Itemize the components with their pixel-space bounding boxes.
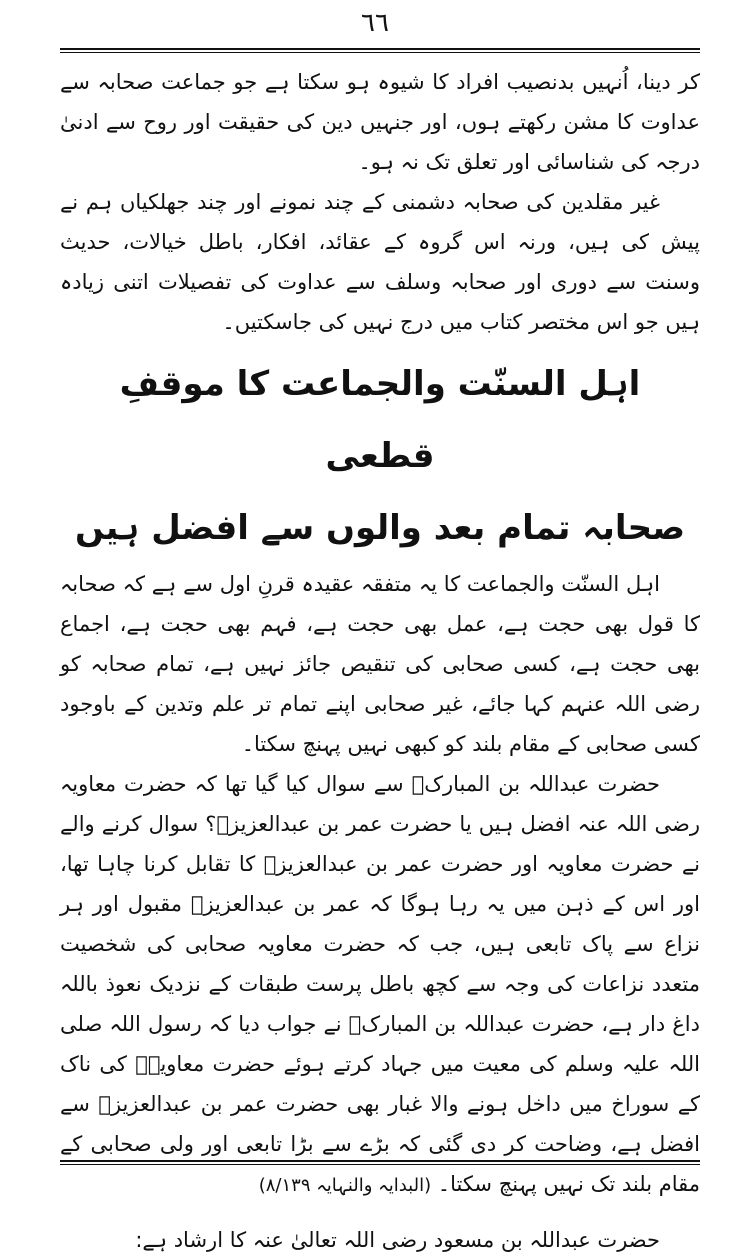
header-rule-thin — [60, 52, 700, 53]
paragraph-4 — [60, 764, 700, 1206]
citation: (البدایہ والنہایہ ۸/۱۳۹) — [258, 1175, 432, 1196]
page-number: ٦٦ — [361, 8, 389, 38]
paragraph-5: حضرت عبداللہ بن مسعود رضی اللہ تعالیٰ عنہ کا ارشاد ہے: — [135, 1228, 660, 1252]
paragraph-1: کر دینا، اُنہیں بدنصیب افراد کا شیوہ ہو سکتا ہے جو جماعت صحابہ سے عداوت کا مشن رکھتے ہوں، اور جنہیں دین کی حقیقت اور روح سے ادنیٰ درجہ کی شناسائی اور تعلق تک نہ ہو۔ — [60, 70, 700, 174]
paragraph-3: اہل السنّت والجماعت کا یہ متفقہ عقیدہ قرنِ اول سے ہے کہ صحابہ کا قول بھی حجت ہے، عمل بھی حجت ہے، فہم بھی حجت ہے، اجماع بھی حجت ہے، کسی صحابی کی تنقیص جائز نہیں ہے، تمام صحابہ کو رضی اللہ عنہم کہا جائے، غیر صحابی اپنے تمام تر علم وتدین کے باوجود کسی صحابی کے مقام بلند کو کبھی نہیں پہنچ سکتا۔ — [60, 572, 700, 756]
paragraph-2: غیر مقلدین کی صحابہ دشمنی کے چند نمونے اور چند جھلکیاں ہم نے پیش کی ہیں، ورنہ اس گروہ کے عقائد، افکار، باطل خیالات، حدیث وسنت سے دوری اور صحابہ وسلف سے عداوت کی تفصیلات اتنی زیادہ ہیں جو اس مختصر کتاب میں درج نہیں کی جاسکتیں۔ — [60, 190, 700, 334]
page-body — [60, 62, 700, 1260]
paragraph-4-text: حضرت عبداللہ بن المبارکؒ سے سوال کیا گیا تھا کہ حضرت معاویہ رضی اللہ عنہ افضل ہیں یا حضرت عمر بن عبدالعزیزؒ؟ سوال کرنے والے نے حضرت معاویہ اور حضرت عمر بن عبدالعزیزؒ کا تقابل کرنا چاہا تھا، اور اس کے ذہن میں یہ رہا ہوگا کہ عمر بن عبدالعزیزؒ مقبول اور ہر نزاع سے پاک تابعی ہیں، جب کہ حضرت معاویہ صحابی کی شخصیت متعدد نزاعات کی وجہ سے کچھ باطل پرست طبقات کے نزدیک نعوذ باللہ داغ دار ہے، حضرت عبداللہ بن المبارکؒ نے جواب دیا کہ رسول اللہ صلی اللہ علیہ وسلم کی معیت میں جہاد کرتے ہوئے حضرت معاویہؓ کی ناک کے سوراخ میں داخل ہونے والا غبار بھی حضرت عمر بن عبدالعزیزؒ سے افضل ہے، وضاحت کر دی گئی کہ بڑے سے بڑا تابعی اور ولی صحابی کے مقام بلند تک نہیں پہنچ سکتا۔ — [60, 772, 700, 1196]
footer-rule-thin — [60, 1164, 700, 1165]
section-heading-1: اہل السنّت والجماعت کا موقفِ قطعی — [119, 364, 641, 476]
footer-rule — [60, 1160, 700, 1162]
header-rule — [60, 48, 700, 50]
section-heading-2: صحابہ تمام بعد والوں سے افضل ہیں — [74, 508, 686, 548]
